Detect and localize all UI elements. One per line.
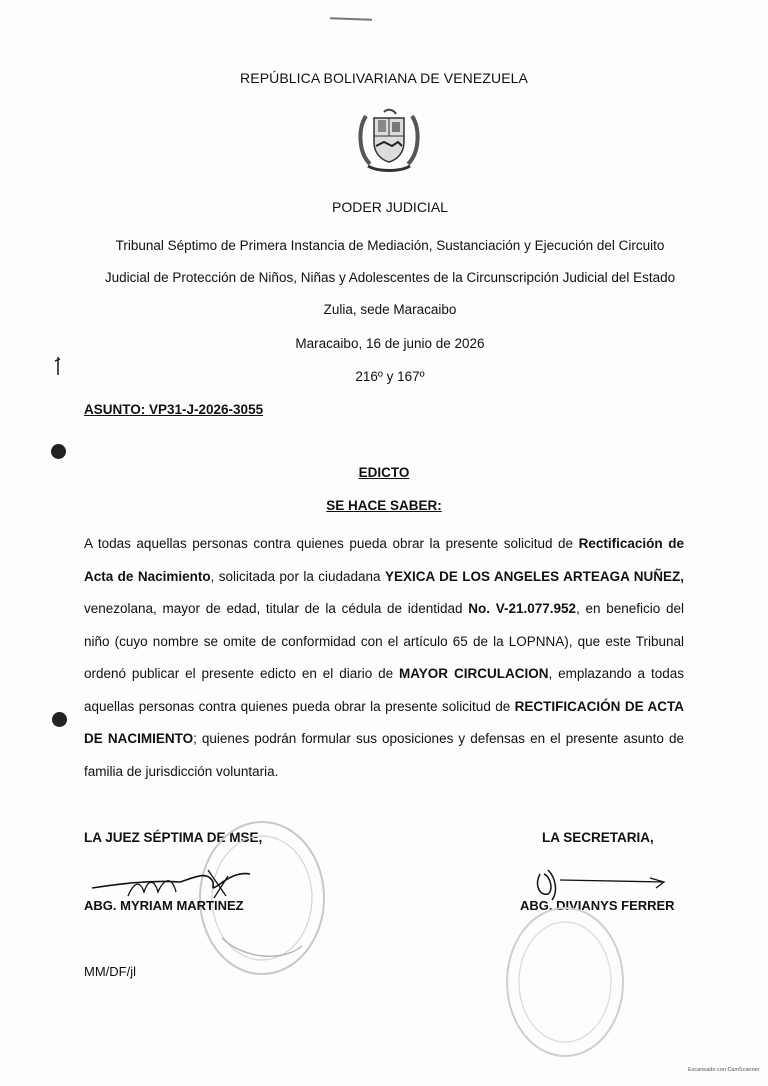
edict-body [84, 528, 684, 788]
edict-subtitle: SE HACE SABER: [326, 498, 442, 513]
edict-bold-text: Rectificación de Acta de Nacimiento [84, 536, 684, 584]
edict-bold-text: MAYOR CIRCULACION [399, 666, 549, 681]
document-date: Maracaibo, 16 de junio de 2026 [295, 336, 485, 351]
id-number: No. V-21.077.952 [468, 601, 577, 616]
edict-text: , solicitada por la ciudadana [210, 568, 385, 584]
secretary-name: ABG. DIVIANYS FERRER [520, 898, 675, 913]
edict-title: EDICTO [358, 465, 410, 480]
edict-text: , emplazando a todas aquellas personas contra quienes pueda obrar la presente solicitud de [84, 666, 684, 714]
tribunal-line-1: Tribunal Séptimo de Primera Instancia de Mediación, Sustanciación y Ejecución del Circuito [115, 238, 665, 253]
judge-title: LA JUEZ SÉPTIMA DE MSE, [84, 830, 263, 845]
tribunal-name [60, 230, 720, 326]
punch-hole-icon [51, 444, 66, 459]
scanner-watermark: Escaneado con CamScanner [688, 1067, 760, 1073]
branch-heading: PODER JUDICIAL [332, 199, 448, 215]
edict-text: , en beneficio del niño (cuyo nombre se omite de conformidad con el artículo 65 de la LOPNNA), que este Tribunal ordenó publicar el presente edicto en el diario de [84, 601, 684, 681]
petitioner-name: YEXICA DE LOS ANGELES ARTEAGA NUÑEZ, [384, 568, 684, 584]
secretary-stamp-icon [500, 902, 630, 1062]
edict-text: A todas aquellas personas contra quienes pueda obrar la presente solicitud de [84, 536, 579, 551]
punch-hole-icon [52, 712, 67, 727]
scan-mark-icon [54, 356, 62, 376]
edict-bold-text: RECTIFICACIÓN DE ACTA DE NACIMIENTO [84, 698, 684, 746]
republic-heading: REPÚBLICA BOLIVARIANA DE VENEZUELA [240, 70, 528, 86]
tribunal-line-2: Judicial de Protección de Niños, Niñas y Adolescentes de la Circunscripción Judicial del Estado [104, 270, 676, 285]
judge-name: ABG. MYRIAM MARTINEZ [84, 898, 244, 913]
case-number: ASUNTO: VP31-J-2026-3055 [84, 402, 264, 417]
edict-text: venezolana, mayor de edad, titular de la cédula de identidad [84, 601, 469, 616]
edict-text: ; quienes podrán formular sus oposiciones y defensas en el presente asunto de familia de jurisdicción voluntaria. [84, 731, 684, 779]
secretary-title: LA SECRETARIA, [542, 830, 654, 845]
document-initials: MM/DF/jl [84, 964, 136, 979]
coat-of-arms-icon [354, 108, 424, 174]
tribunal-line-3: Zulia, sede Maracaibo [323, 302, 457, 317]
document-years: 216º y 167º [355, 369, 425, 384]
scan-mark-line [330, 17, 372, 20]
